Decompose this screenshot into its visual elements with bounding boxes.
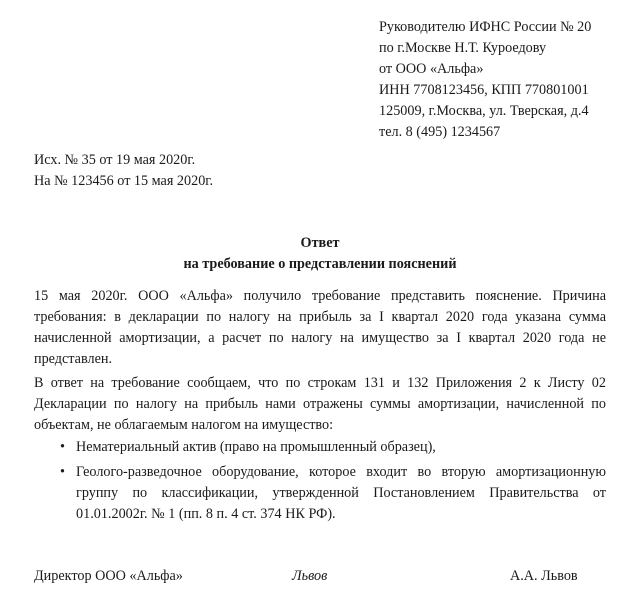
list-item	[34, 437, 606, 458]
list-item	[34, 462, 606, 525]
outgoing-reference: Исх. № 35 от 19 мая 2020г.	[34, 152, 196, 168]
paragraph-2: В ответ на требование сообщаем, что по строкам 131 и 132 Приложения 2 к Листу 02 Декларации по налогу на прибыль нами отражены суммы амортизации, начисленной по объектам, не облагаемым налогом на имущество:	[34, 375, 606, 433]
recipient-line: по г.Москве Н.Т. Куроедову	[379, 40, 547, 56]
document-title: Ответ	[300, 235, 340, 251]
recipient-line: тел. 8 (495) 1234567	[379, 124, 501, 140]
document-heading	[0, 233, 640, 275]
recipient-line: Руководителю ИФНС России № 20	[379, 19, 592, 35]
list-item-text: Геолого-разведочное оборудование, которое входит во вторую амортизационную группу по классификации, утвержденной Постановлением Правительства от 01.01.2002г. № 1 (пп. 8 п. 4 ст. 374 НК РФ).	[76, 464, 606, 522]
list-item-text: Нематериальный актив (право на промышленный образец),	[76, 439, 436, 455]
signatory-name: А.А. Львов	[510, 568, 578, 584]
document-subtitle: на требование о представлении пояснений	[183, 256, 457, 272]
recipient-line: ИНН 7708123456, КПП 770801001	[379, 82, 589, 98]
incoming-reference: На № 123456 от 15 мая 2020г.	[34, 173, 214, 189]
bullet-icon: •	[60, 464, 65, 480]
asset-list	[34, 437, 606, 529]
bullet-icon: •	[60, 439, 65, 455]
recipient-line: 125009, г.Москва, ул. Тверская, д.4	[379, 103, 589, 119]
signatory-position: Директор ООО «Альфа»	[34, 568, 183, 584]
handwritten-signature: Львов	[292, 568, 328, 584]
document-references	[34, 150, 213, 192]
paragraph-1: 15 мая 2020г. ООО «Альфа» получило требование представить пояснение. Причина требования: в декларации по налогу на прибыль за I квартал 2020 года указана сумма начисленной амортизации, а расчет по налогу на имущество за I квартал 2020 года не представлен.	[34, 288, 606, 367]
recipient-line: от ООО «Альфа»	[379, 61, 484, 77]
recipient-block	[379, 17, 591, 143]
